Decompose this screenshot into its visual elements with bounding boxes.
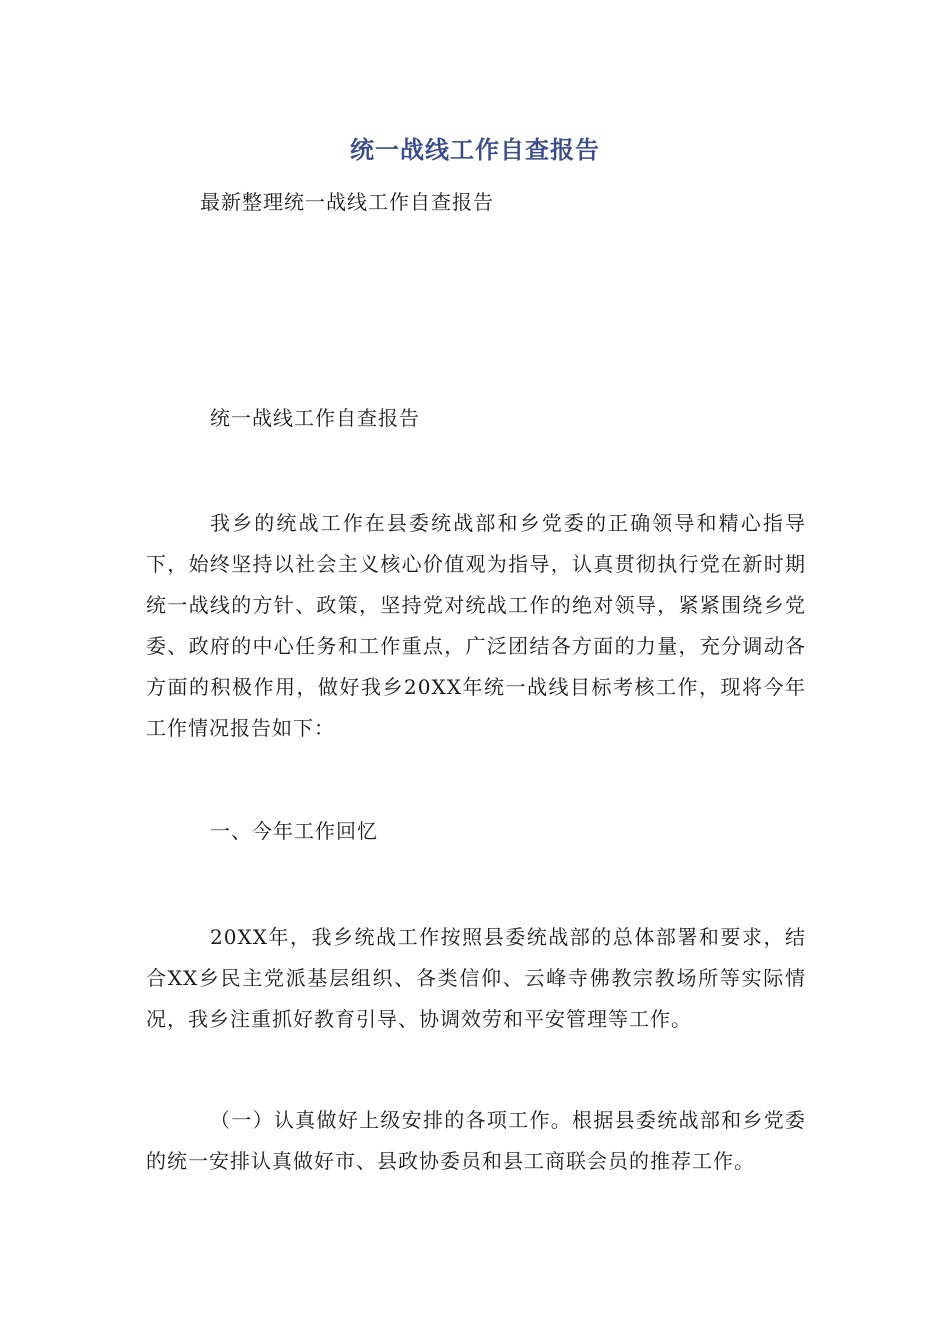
- paragraph-item-1: （一）认真做好上级安排的各项工作。根据县委统战部和乡党委的统一安排认真做好市、县政协委员和县工商联会员的推荐工作。: [146, 1108, 806, 1173]
- document-title: 统一战线工作自查报告: [350, 136, 600, 164]
- inner-title: 统一战线工作自查报告: [210, 406, 420, 430]
- paragraph-review: 20XX年，我乡统战工作按照县委统战部的总体部署和要求，结合XX乡民主党派基层组织、各类信仰、云峰寺佛教宗教场所等实际情况，我乡注重抓好教育引导、协调效劳和平安管理等工作。: [146, 925, 806, 1031]
- section-heading-review: 一、今年工作回忆: [210, 819, 378, 843]
- paragraph-intro: 我乡的统战工作在县委统战部和乡党委的正确领导和精心指导下，始终坚持以社会主义核心价值观为指导，认真贯彻执行党在新时期统一战线的方针、政策，坚持党对统战工作的绝对领导，紧紧围绕乡党委、政府的中心任务和工作重点，广泛团结各方面的力量，充分调动各方面的积极作用，做好我乡20XX年统一战线目标考核工作，现将今年工作情况报告如下：: [146, 511, 806, 740]
- document-subtitle: 最新整理统一战线工作自查报告: [200, 190, 494, 214]
